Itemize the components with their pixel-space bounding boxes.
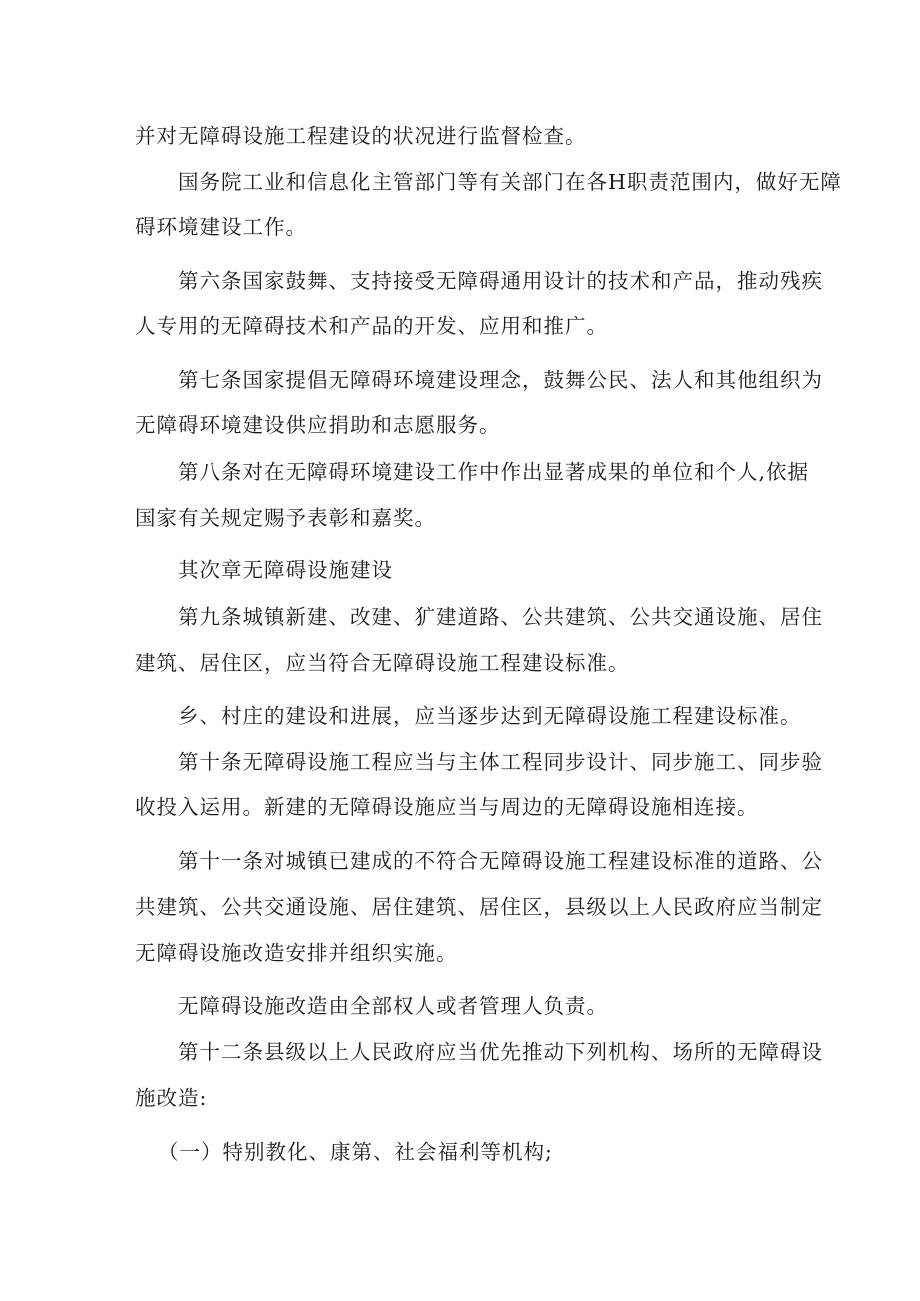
text-line: 人专用的无障碍技术和产品的开发、应用和推广。: [135, 314, 608, 338]
text-line: 国家有关规定赐予表彰和嘉奖。: [135, 506, 436, 530]
chapter-heading: 其次章无障碍设施建设: [178, 558, 393, 582]
text-line: 乡、村庄的建设和进展，应当逐步达到无障碍设施工程建设标准。: [178, 704, 802, 728]
text-line: 无障碍设施改造安排并组织实施。: [135, 941, 458, 965]
text-line: 第十条无障碍设施工程应当与主体工程同步设计、同步施工、同步验: [178, 750, 823, 774]
text-line: 施改造:: [135, 1086, 208, 1110]
text-line: 第九条城镇新建、改建、犷建道路、公共建筑、公共交通设施、居住: [178, 605, 823, 629]
text-line: 收投入运用。新建的无障碍设施应当与周边的无障碍设施相连接。: [135, 795, 759, 819]
text-line: 并对无障碍设施工程建设的状况进行监督检查。: [135, 124, 587, 148]
text-line: 第八条对在无障碍环境建设工作中作出显著成果的单位和个人,依据: [178, 460, 810, 484]
text-line: 第七条国家提倡无障碍环境建设理念，鼓舞公民、法人和其他组织为: [178, 368, 823, 392]
text-line: 无障碍环境建设供应捐助和志愿服务。: [135, 413, 501, 437]
text-line: 第十一条对城镇已建成的不符合无障碍设施工程建设标准的道路、公: [178, 849, 823, 873]
text-line: 无障碍设施改造由全部权人或者管理人负责。: [178, 994, 608, 1018]
text-line: 建筑、居住区，应当符合无障碍设施工程建设标准。: [135, 651, 630, 675]
text-line: 国务院工业和信息化主管部门等有关部门在各H职责范围内，做好无障: [178, 170, 842, 194]
text-line: 第六条国家鼓舞、支持接受无障碍通用设计的技术和产品，推动残疾: [178, 269, 823, 293]
list-item: （一）特别教化、康第、社会福利等机构;: [158, 1140, 553, 1164]
text-line: 第十二条县级以上人民政府应当优先推动下列机构、场所的无障碍设: [178, 1040, 823, 1064]
text-line: 共建筑、公共交通设施、居住建筑、居住区，县级以上人民政府应当制定: [135, 895, 823, 919]
text-line: 碍环境建设工作。: [135, 215, 307, 239]
